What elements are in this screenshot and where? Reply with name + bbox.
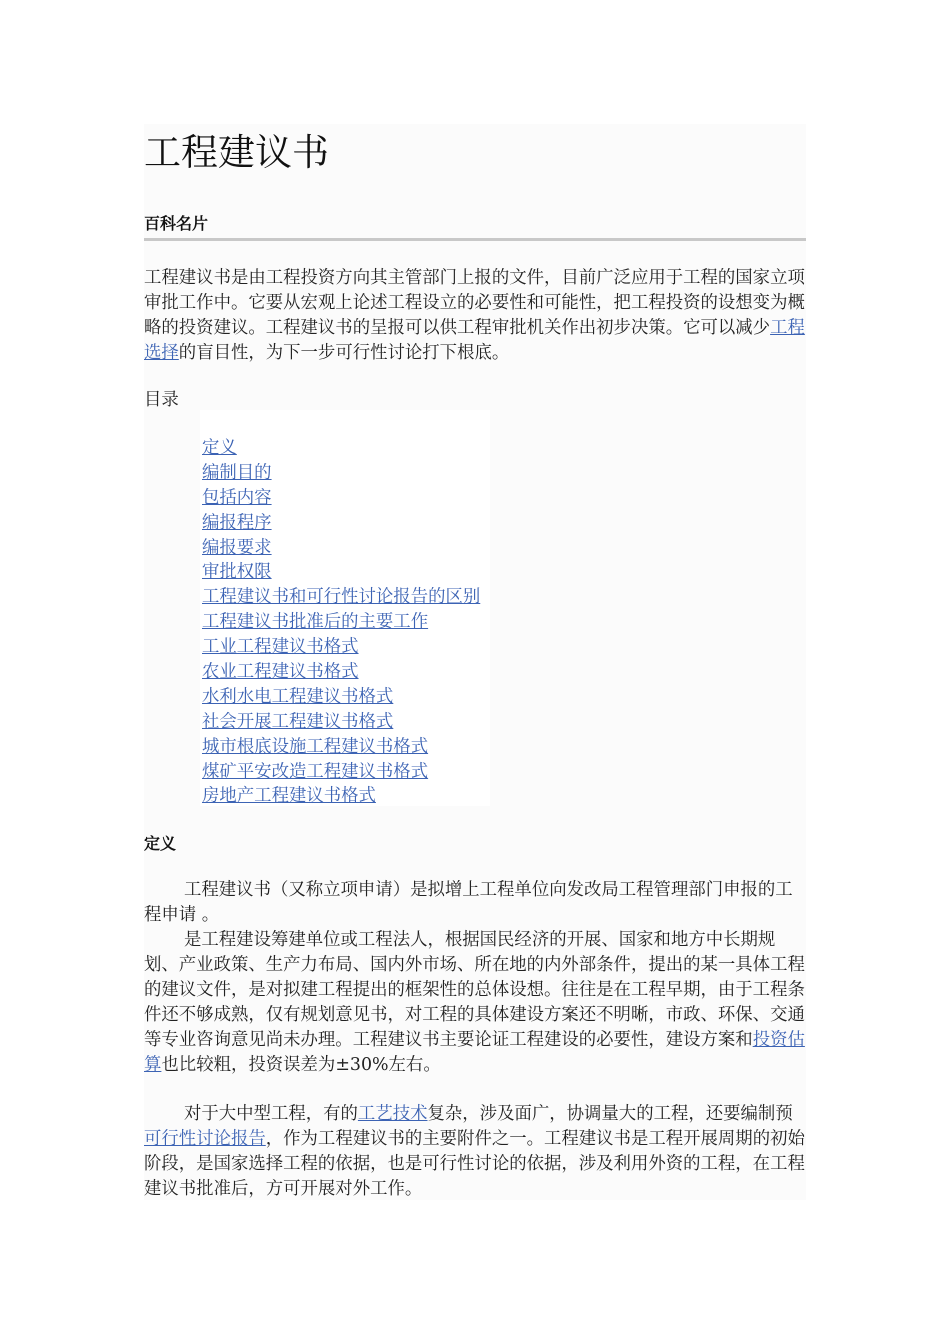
card-heading: 百科名片 bbox=[144, 214, 209, 233]
toc-item-infrastructure-format[interactable]: 城市根底设施工程建议书格式 bbox=[202, 736, 429, 757]
definition-paragraph-2 bbox=[144, 928, 806, 1078]
toc-label: 目录 bbox=[144, 390, 179, 410]
toc-item-definition[interactable]: 定义 bbox=[202, 438, 237, 458]
toc-item-contents[interactable]: 包括内容 bbox=[202, 487, 272, 508]
intro-paragraph bbox=[144, 266, 806, 366]
toc-item-industrial-format[interactable]: 工业工程建议书格式 bbox=[202, 637, 359, 658]
definition-p3-text-middle: 复杂，涉及面广，协调量大的工程，还要编制预 bbox=[427, 1104, 793, 1124]
toc-item-procedure[interactable]: 编报程序 bbox=[202, 512, 272, 533]
link-investment-estimate[interactable]: 投资估算 bbox=[144, 1030, 805, 1075]
toc-item-hydropower-format[interactable]: 水利水电工程建议书格式 bbox=[202, 686, 394, 707]
intro-text-start: 工程建议书是由工程投资方向其主管部门上报的文件，目前广泛应用于工程的国家立项审批工作中。它要从宏观上论述工程设立的必要性和可能性，把工程投资的设想变为概略的投资建议。工程建议书的呈报可以供工程审批机关作出初步决策。它可以减少 bbox=[144, 268, 805, 338]
definition-paragraph-3 bbox=[144, 1102, 806, 1202]
definition-p3-text-start: 对于大中型工程，有的 bbox=[184, 1104, 358, 1124]
table-of-contents bbox=[202, 436, 480, 809]
toc-item-approval-authority[interactable]: 审批权限 bbox=[202, 562, 272, 583]
toc-item-coal-mine-format[interactable]: 煤矿平安改造工程建议书格式 bbox=[202, 761, 429, 782]
toc-item-post-approval[interactable]: 工程建议书批准后的主要工作 bbox=[202, 612, 429, 633]
definition-p2-text-start: 是工程建设筹建单位或工程法人，根据国民经济的开展、国家和地方中长期规划、产业政策、生产力布局、国内外市场、所在地的内外部条件，提出的某一具体工程的建议文件，是对拟建工程提出的框架性的总体设想。往往是在工程早期，由于工程条件还不够成熟，仅有规划意见书，对工程的具体建设方案还不明晰，市政、环保、交通等专业咨询意见尚未办理。工程建议书主要论证工程建设的必要性，建设方案和 bbox=[144, 930, 805, 1050]
section-heading-definition: 定义 bbox=[144, 834, 177, 853]
link-feasibility-report[interactable]: 可行性讨论报告 bbox=[144, 1129, 266, 1149]
definition-p2-text-end: 也比较粗，投资误差为±30%左右。 bbox=[161, 1055, 441, 1075]
toc-item-difference[interactable]: 工程建议书和可行性讨论报告的区别 bbox=[202, 587, 481, 608]
page-title: 工程建议书 bbox=[144, 131, 329, 174]
definition-p3-text-end: ，作为工程建议书的主要附件之一。工程建议书是工程开展周期的初始阶段，是国家选择工程的依据，也是可行性讨论的依据，涉及利用外资的工程，在工程建议书批准后，方可开展对外工作。 bbox=[144, 1129, 805, 1199]
toc-item-social-format[interactable]: 社会开展工程建议书格式 bbox=[202, 711, 394, 732]
toc-item-purpose[interactable]: 编制目的 bbox=[202, 462, 272, 483]
link-project-selection[interactable]: 工程选择 bbox=[144, 318, 805, 363]
link-process-technology[interactable]: 工艺技术 bbox=[357, 1104, 428, 1124]
toc-item-agricultural-format[interactable]: 农业工程建议书格式 bbox=[202, 662, 359, 683]
heading-divider bbox=[144, 238, 806, 241]
toc-item-real-estate-format[interactable]: 房地产工程建议书格式 bbox=[202, 786, 376, 807]
intro-text-end: 的盲目性，为下一步可行性讨论打下根底。 bbox=[178, 343, 510, 363]
definition-paragraph-1: 工程建议书（又称立项申请）是拟增上工程单位向发改局工程管理部门申报的工程申请 。 bbox=[144, 880, 793, 925]
toc-item-requirements[interactable]: 编报要求 bbox=[202, 537, 272, 558]
